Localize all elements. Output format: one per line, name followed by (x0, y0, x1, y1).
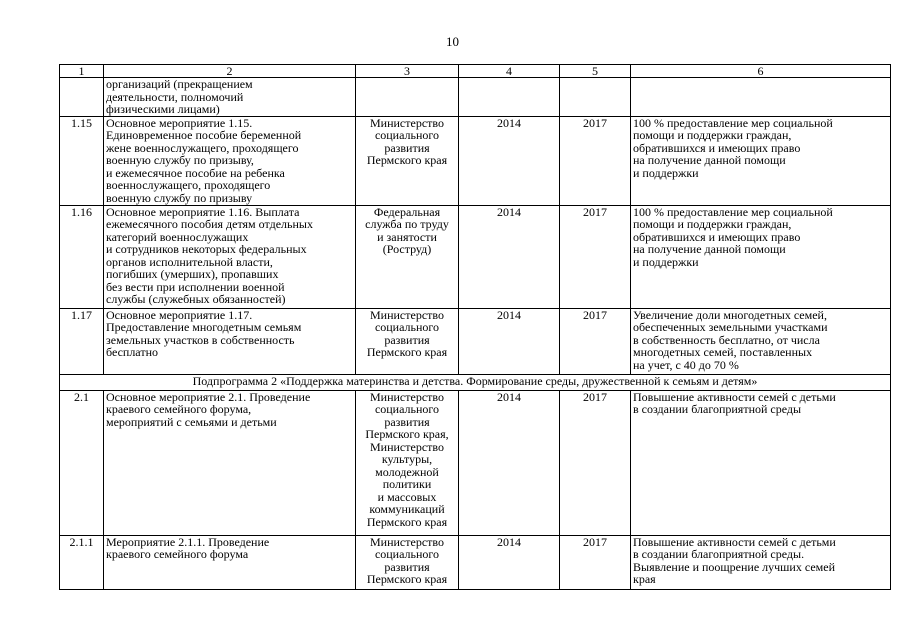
start-year: 2014 (459, 116, 560, 205)
table-row (60, 390, 891, 535)
expected-result: Повышение активности семей с детьми в создании благоприятной среды (631, 390, 891, 535)
expected-result (631, 78, 891, 117)
row-number: 1.15 (60, 116, 104, 205)
column-number: 3 (356, 65, 459, 78)
table-row (60, 78, 891, 117)
start-year: 2014 (459, 205, 560, 308)
measure-name: Основное мероприятие 2.1. Проведение краевого семейного форума, мероприятий с семьями и детьми (104, 390, 356, 535)
column-number: 2 (104, 65, 356, 78)
table-row (60, 116, 891, 205)
measure-name: Основное мероприятие 1.16. Выплата ежемесячного пособия детям отдельных категорий военнослужащих и сотрудников некоторых федеральных органов исполнительной власти, погибших (умерших), пропавших без вести при исполнении военной службы (служебных обязанностей) (104, 205, 356, 308)
column-number: 5 (560, 65, 631, 78)
table-row (60, 308, 891, 374)
measure-name: организаций (прекращением деятельности, полномочий физическими лицами) (104, 78, 356, 117)
expected-result: Повышение активности семей с детьми в создании благоприятной среды. Выявление и поощрение лучших семей края (631, 535, 891, 589)
measure-name: Основное мероприятие 1.15. Единовременное пособие беременной жене военнослужащего, проходящего военную службу по призыву, и ежемесячное пособие на ребенка военнослужащего, проходящего военную службу по призыву (104, 116, 356, 205)
row-number: 2.1.1 (60, 535, 104, 589)
expected-result: 100 % предоставление мер социальной помощи и поддержки граждан, обратившихся и имеющих право на получение данной помощи и поддержки (631, 205, 891, 308)
executor: Министерство социального развития Пермского края (356, 116, 459, 205)
start-year: 2014 (459, 535, 560, 589)
end-year: 2017 (560, 390, 631, 535)
executor: Министерство социального развития Пермского края, Министерство культуры, молодежной политики и массовых коммуникаций Пермского края (356, 390, 459, 535)
start-year: 2014 (459, 390, 560, 535)
expected-result: Увеличение доли многодетных семей, обеспеченных земельными участками в собственность бесплатно, от числа многодетных семей, поставленных на учет, с 40 до 70 % (631, 308, 891, 374)
row-number: 1.16 (60, 205, 104, 308)
start-year: 2014 (459, 308, 560, 374)
end-year: 2017 (560, 308, 631, 374)
end-year (560, 78, 631, 117)
column-number: 4 (459, 65, 560, 78)
end-year: 2017 (560, 205, 631, 308)
end-year: 2017 (560, 535, 631, 589)
column-number: 1 (60, 65, 104, 78)
table-row (60, 205, 891, 308)
executor: Федеральная служба по труду и занятости (Роструд) (356, 205, 459, 308)
end-year: 2017 (560, 116, 631, 205)
column-number-row (60, 65, 891, 78)
start-year (459, 78, 560, 117)
executor: Министерство социального развития Пермского края (356, 308, 459, 374)
table-row (60, 535, 891, 589)
executor: Министерство социального развития Пермского края (356, 535, 459, 589)
measure-name: Основное мероприятие 1.17. Предоставление многодетным семьям земельных участков в собственность бесплатно (104, 308, 356, 374)
subprogram-row (60, 374, 891, 390)
subprogram-title: Подпрограмма 2 «Поддержка материнства и детства. Формирование среды, дружественной к семьям и детям» (60, 374, 891, 390)
column-number: 6 (631, 65, 891, 78)
measures-table (59, 64, 891, 590)
expected-result: 100 % предоставление мер социальной помощи и поддержки граждан, обратившихся и имеющих право на получение данной помощи и поддержки (631, 116, 891, 205)
executor (356, 78, 459, 117)
row-number: 1.17 (60, 308, 104, 374)
measure-name: Мероприятие 2.1.1. Проведение краевого семейного форума (104, 535, 356, 589)
row-number: 2.1 (60, 390, 104, 535)
page-number: 10 (446, 34, 459, 49)
row-number (60, 78, 104, 117)
